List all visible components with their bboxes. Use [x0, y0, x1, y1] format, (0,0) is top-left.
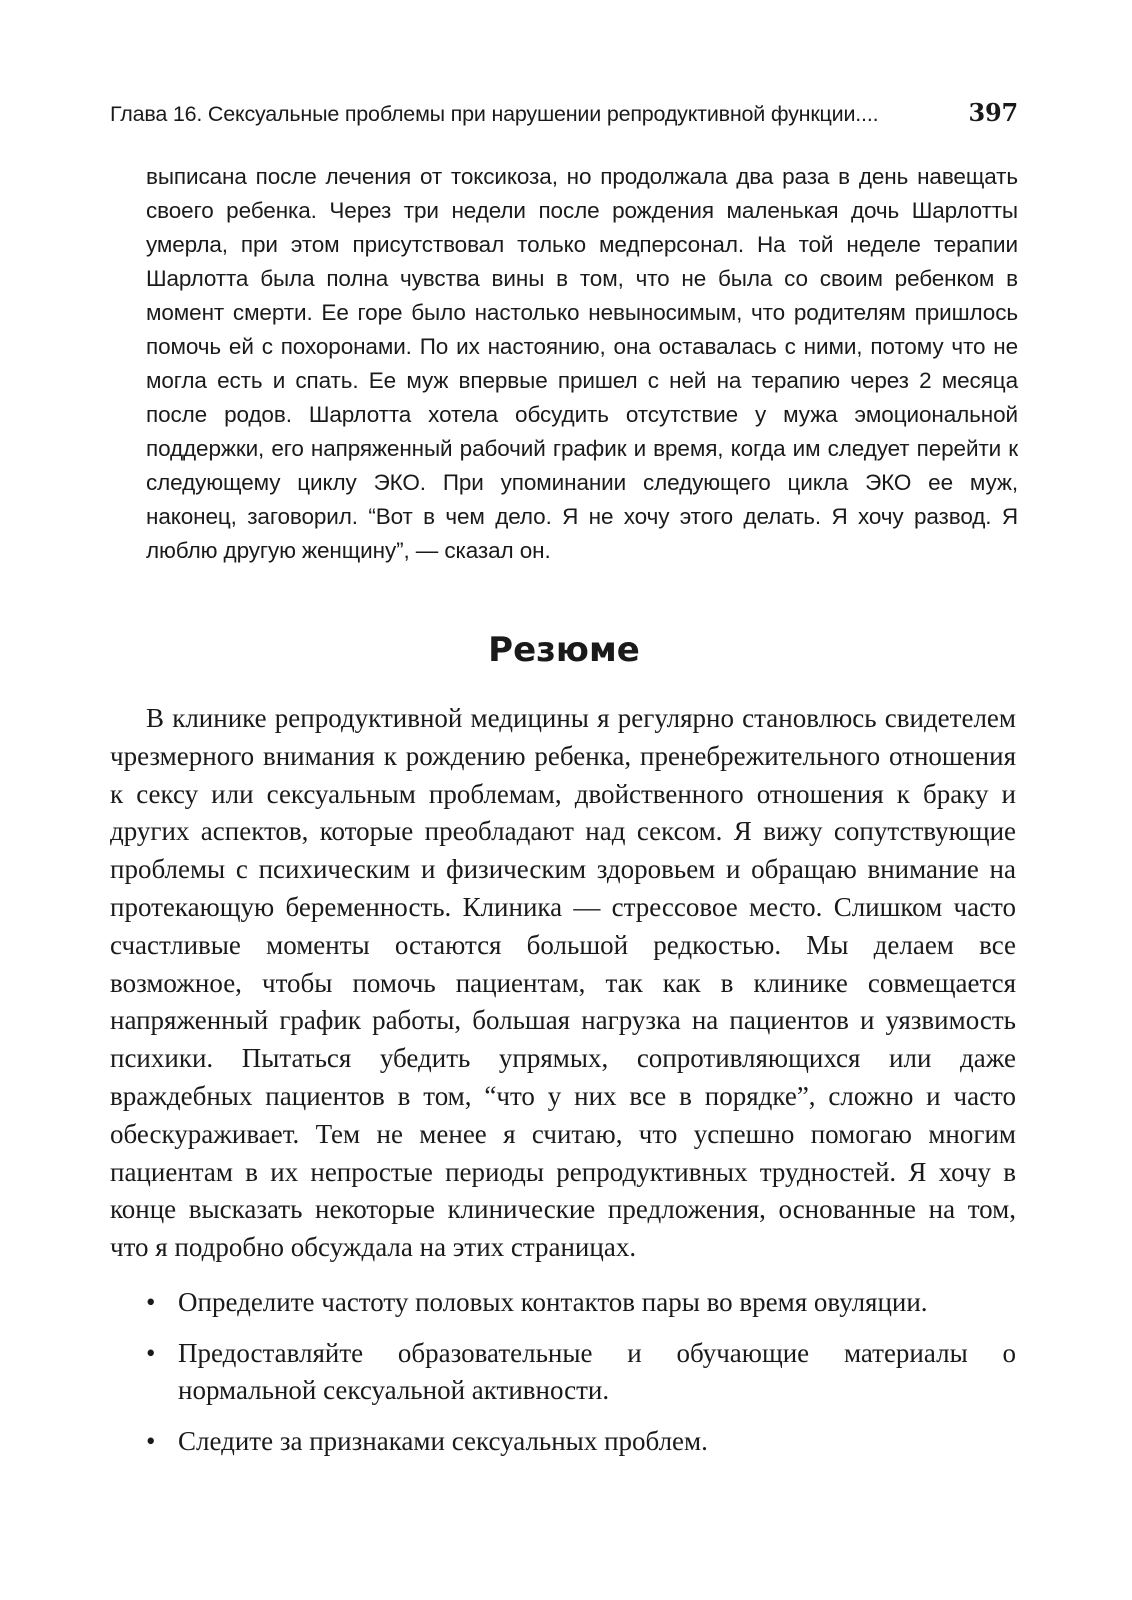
bullet-icon: •: [146, 1338, 156, 1368]
case-paragraph: [146, 160, 1018, 568]
list-item: [110, 1335, 1016, 1409]
list-item-text: Определите частоту половых контактов пары во время овуляции.: [178, 1287, 928, 1317]
running-head: [110, 100, 1018, 134]
chapter-title: Глава 16. Сексуальные проблемы при нарушении репродуктивной функции....: [110, 102, 879, 126]
recommendation-list: [110, 1284, 1016, 1474]
bullet-icon: •: [146, 1287, 156, 1317]
list-item-text: Предоставляйте образовательные и обучающие материалы о нормальной сексуальной активности.: [178, 1338, 1016, 1405]
bullet-icon: •: [146, 1426, 156, 1456]
summary-paragraph-text: В клинике репродуктивной медицины я регулярно становлюсь свидетелем чрезмерного внимания к рождению ребенка, пренебрежительного отношения к сексу или сексуальным проблемам, двойственного отношения к браку и других аспектов, которые преобладают над сексом. Я вижу сопутствующие проблемы с психическим и физическим здоровьем и обращаю внимание на протекающую беременность. Клиника — стрессовое место. Слишком часто счастливые моменты остаются большой редкостью. Мы делаем все возможное, чтобы помочь пациентам, так как в клинике совмещается напряженный график работы, большая нагрузка на пациентов и уязвимость психики. Пытаться убедить упрямых, сопротивляющихся или даже враждебных пациентов в том, “что у них все в порядке”, сложно и часто обескураживает. Тем не менее я считаю, что успешно помогаю многим пациентам в их непростые периоды репродуктивных трудностей. Я хочу в конце высказать некоторые клинические предложения, основанные на том, что я подробно обсуждала на этих страницах.: [110, 703, 1016, 1263]
summary-paragraph: [110, 700, 1016, 1267]
list-item-text: Следите за признаками сексуальных проблем.: [178, 1426, 708, 1456]
section-heading: Резюме: [488, 630, 640, 670]
case-paragraph-text: выписана после лечения от токсикоза, но продолжала два раза в день навещать своего ребенка. Через три недели после рождения маленькая дочь Шарлотты умерла, при этом присутствовал только медперсонал. На той неделе терапии Шарлотта была полна чувства вины в том, что не была со своим ребенком в момент смерти. Ее горе было настолько невыносимым, что родителям пришлось помочь ей с похоронами. По их настоянию, она оставалась с ними, потому что не могла есть и спать. Ее муж впервые пришел с ней на терапию через 2 месяца после родов. Шарлотта хотела обсудить отсутствие у мужа эмоциональной поддержки, его напряженный рабочий график и время, когда им следует перейти к следующему циклу ЭКО. При упоминании следующего цикла ЭКО ее муж, наконец, заговорил. “Вот в чем дело. Я не хочу этого делать. Я хочу развод. Я люблю другую женщину”, — сказал он.: [146, 164, 1018, 563]
list-item: [110, 1423, 1016, 1460]
page-number: 397: [968, 98, 1018, 127]
list-item: [110, 1284, 1016, 1321]
